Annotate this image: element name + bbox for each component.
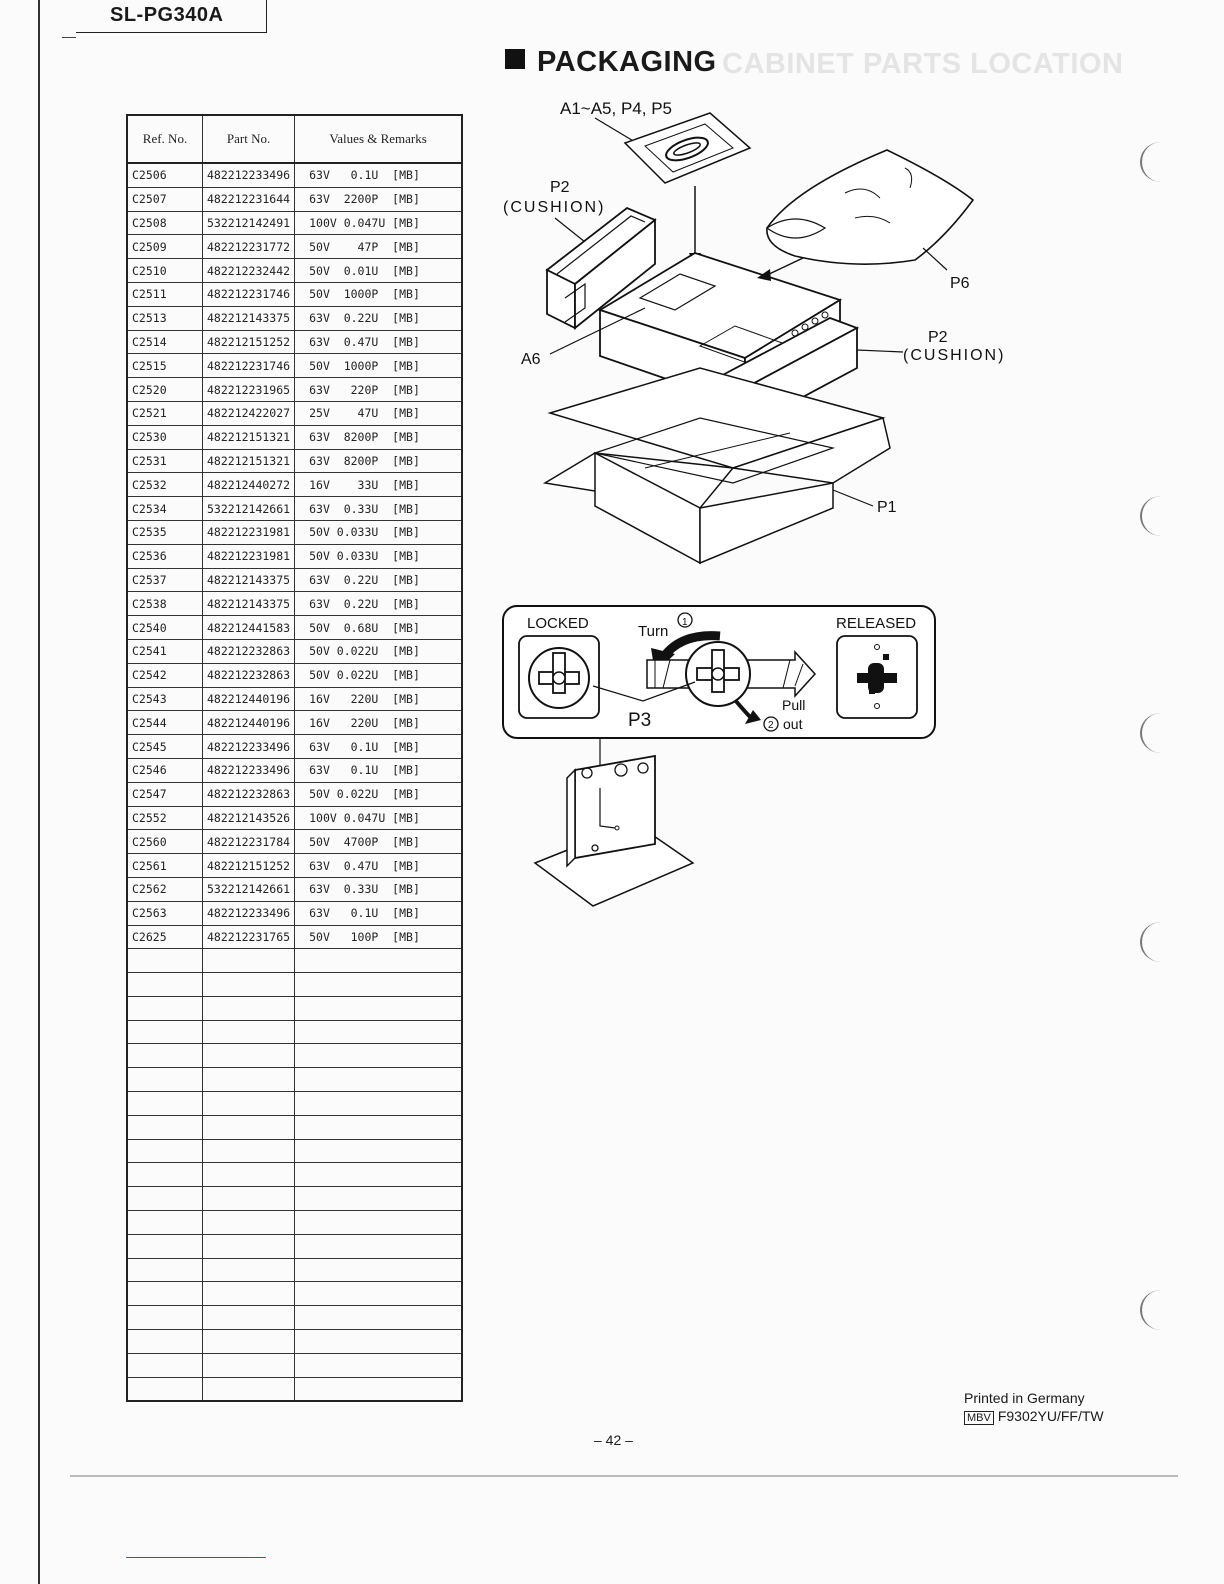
ref-no-cell: C2552 [127,806,203,830]
table-row [127,592,462,616]
empty-cell [295,1139,463,1163]
ref-no-cell: C2515 [127,354,203,378]
values-cell: 63V 0.33U [MB] [295,877,463,901]
carton-icon [545,368,890,563]
ref-no-cell: C2546 [127,758,203,782]
part-no-cell: 482212231644 [203,187,295,211]
empty-table-row [127,1306,462,1330]
ref-no-cell: C2510 [127,259,203,283]
table-row [127,711,462,735]
empty-cell [295,1330,463,1354]
empty-cell [127,949,203,973]
part-no-cell: 532212142491 [203,211,295,235]
part-no-cell: 482212233496 [203,758,295,782]
empty-cell [127,1353,203,1377]
empty-cell [203,1234,295,1258]
empty-cell [295,1377,463,1401]
binder-hole [1140,142,1182,182]
part-no-cell: 482212232863 [203,782,295,806]
label-step2: 2 [768,720,774,731]
empty-cell [295,949,463,973]
ref-no-cell: C2545 [127,735,203,759]
empty-cell [127,1187,203,1211]
part-no-cell: 482212143526 [203,806,295,830]
table-row [127,782,462,806]
empty-cell [203,1068,295,1092]
empty-cell [203,1330,295,1354]
values-cell: 63V 0.22U [MB] [295,592,463,616]
values-cell: 50V 4700P [MB] [295,830,463,854]
empty-table-row [127,1115,462,1139]
empty-cell [295,1187,463,1211]
empty-cell [203,1306,295,1330]
part-no-cell: 532212142661 [203,497,295,521]
board-detail-icon [535,756,693,906]
show-through-text: CABINET PARTS LOCATION [722,48,1124,80]
empty-table-row [127,1092,462,1116]
label-released: RELEASED [836,615,917,632]
printed-in: Printed in Germany [964,1390,1085,1406]
empty-table-row [127,1068,462,1092]
ref-no-cell: C2560 [127,830,203,854]
table-row [127,259,462,283]
empty-table-row [127,996,462,1020]
ref-no-cell: C2562 [127,877,203,901]
empty-cell [203,1211,295,1235]
parts-table [126,114,463,1402]
ref-no-cell: C2534 [127,497,203,521]
label-p6: P6 [950,275,970,292]
table-row [127,473,462,497]
label-turn: Turn [638,623,669,640]
empty-cell [295,973,463,997]
values-cell: 63V 2200P [MB] [295,187,463,211]
ref-no-cell: C2540 [127,616,203,640]
values-cell: 16V 220U [MB] [295,711,463,735]
label-p1: P1 [877,499,897,516]
col-part-no: Part No. [203,115,295,163]
empty-cell [203,1282,295,1306]
empty-table-row [127,1139,462,1163]
ref-no-cell: C2520 [127,378,203,402]
ref-no-cell: C2538 [127,592,203,616]
values-cell: 50V 0.033U [MB] [295,544,463,568]
values-cell: 63V 0.47U [MB] [295,330,463,354]
empty-table-row [127,1044,462,1068]
values-cell: 63V 0.1U [MB] [295,901,463,925]
values-cell: 63V 0.33U [MB] [295,497,463,521]
locked-screw-icon [519,636,599,718]
empty-cell [127,973,203,997]
ref-no-cell: C2513 [127,306,203,330]
part-no-cell: 482212233496 [203,901,295,925]
part-no-cell: 482212233496 [203,735,295,759]
empty-cell [127,1282,203,1306]
empty-table-row [127,1377,462,1401]
values-cell: 63V 0.22U [MB] [295,306,463,330]
empty-table-row [127,1258,462,1282]
table-row [127,687,462,711]
table-row [127,282,462,306]
values-cell: 16V 33U [MB] [295,473,463,497]
empty-table-row [127,1330,462,1354]
empty-cell [127,1139,203,1163]
part-no-cell: 482212151252 [203,330,295,354]
label-a6: A6 [521,351,541,368]
table-row [127,425,462,449]
table-row [127,497,462,521]
ref-no-cell: C2625 [127,925,203,949]
empty-cell [203,1092,295,1116]
ref-no-cell: C2514 [127,330,203,354]
ref-no-cell: C2541 [127,639,203,663]
values-cell: 50V 1000P [MB] [295,354,463,378]
empty-cell [127,1115,203,1139]
empty-cell [295,1353,463,1377]
empty-table-row [127,1353,462,1377]
empty-cell [295,1234,463,1258]
ref-no-cell: C2532 [127,473,203,497]
page-edge [38,0,40,1584]
empty-cell [127,1377,203,1401]
label-p2-top: P2 [550,179,570,196]
values-cell: 50V 1000P [MB] [295,282,463,306]
parts-table-body [127,163,462,1401]
empty-cell [203,1187,295,1211]
part-no-cell: 482212441583 [203,616,295,640]
page-bottom-rule [70,1475,1178,1477]
empty-cell [295,1020,463,1044]
part-no-cell: 482212231965 [203,378,295,402]
table-row [127,544,462,568]
part-no-cell: 482212143375 [203,306,295,330]
part-no-cell: 482212231772 [203,235,295,259]
table-row [127,449,462,473]
part-no-cell: 482212143375 [203,592,295,616]
values-cell: 63V 0.47U [MB] [295,854,463,878]
binder-hole [1140,713,1182,753]
empty-cell [203,1163,295,1187]
empty-table-row [127,1187,462,1211]
ref-no-cell: C2561 [127,854,203,878]
table-row [127,639,462,663]
values-cell: 100V 0.047U [MB] [295,211,463,235]
values-cell: 63V 0.22U [MB] [295,568,463,592]
label-pull: Pull [782,697,806,713]
empty-table-row [127,1282,462,1306]
label-cushion-top: (CUSHION) [503,199,606,216]
table-row [127,520,462,544]
part-no-cell: 482212440196 [203,711,295,735]
empty-cell [295,1306,463,1330]
empty-cell [203,1258,295,1282]
col-ref-no: Ref. No. [127,115,203,163]
empty-cell [203,973,295,997]
values-cell: 50V 0.01U [MB] [295,259,463,283]
ref-no-cell: C2508 [127,211,203,235]
values-cell: 50V 0.033U [MB] [295,520,463,544]
empty-cell [203,1020,295,1044]
part-no-cell: 482212440272 [203,473,295,497]
section-title-text: PACKAGING [537,46,717,78]
part-no-cell: 482212231981 [203,544,295,568]
values-cell: 63V 0.1U [MB] [295,163,463,187]
values-cell: 63V 0.1U [MB] [295,735,463,759]
label-accessories: A1~A5, P4, P5 [560,99,672,118]
col-values-remarks: Values & Remarks [295,115,463,163]
empty-cell [295,1282,463,1306]
table-row [127,330,462,354]
ref-no-cell: C2531 [127,449,203,473]
empty-cell [127,1306,203,1330]
ref-no-cell: C2535 [127,520,203,544]
values-cell: 50V 0.022U [MB] [295,663,463,687]
part-no-cell: 482212143375 [203,568,295,592]
empty-cell [295,1044,463,1068]
values-cell: 100V 0.047U [MB] [295,806,463,830]
model-label: SL-PG340A [110,4,224,26]
empty-cell [295,1258,463,1282]
table-row [127,735,462,759]
part-no-cell: 482212232863 [203,639,295,663]
document-code: F9302YU/FF/TW [997,1408,1104,1424]
bottom-underline [126,1557,266,1558]
ref-no-cell: C2563 [127,901,203,925]
part-no-cell: 482212231981 [203,520,295,544]
binder-hole [1140,496,1182,536]
table-row [127,758,462,782]
part-no-cell: 532212142661 [203,877,295,901]
ref-no-cell: C2506 [127,163,203,187]
values-cell: 63V 0.1U [MB] [295,758,463,782]
square-bullet-icon [505,49,525,69]
part-no-cell: 482212231784 [203,830,295,854]
ref-no-cell: C2509 [127,235,203,259]
values-cell: 25V 47U [MB] [295,401,463,425]
empty-cell [295,1092,463,1116]
values-cell: 50V 100P [MB] [295,925,463,949]
table-row [127,901,462,925]
binder-hole [1140,1290,1182,1330]
document-reference [964,1408,1104,1425]
empty-cell [295,996,463,1020]
values-cell: 50V 0.68U [MB] [295,616,463,640]
empty-cell [295,1068,463,1092]
label-step1: 1 [682,617,688,628]
part-no-cell: 482212233496 [203,163,295,187]
empty-table-row [127,1234,462,1258]
table-row [127,663,462,687]
empty-cell [203,996,295,1020]
table-row [127,187,462,211]
ref-no-cell: C2507 [127,187,203,211]
accessory-bag-icon [625,113,750,183]
mbv-badge: MBV [964,1411,994,1425]
table-row [127,163,462,187]
values-cell: 50V 47P [MB] [295,235,463,259]
ref-no-cell: C2521 [127,401,203,425]
ref-no-cell: C2544 [127,711,203,735]
table-row [127,306,462,330]
ref-no-cell: C2542 [127,663,203,687]
table-row [127,877,462,901]
empty-cell [127,1092,203,1116]
poly-bag-icon [767,150,973,264]
part-no-cell: 482212151321 [203,425,295,449]
table-row [127,354,462,378]
table-row [127,830,462,854]
released-screw-icon [837,636,917,718]
table-row [127,925,462,949]
values-cell: 16V 220U [MB] [295,687,463,711]
ref-no-cell: C2530 [127,425,203,449]
empty-cell [127,1258,203,1282]
header-rule [62,37,76,38]
table-row [127,568,462,592]
empty-table-row [127,973,462,997]
empty-cell [203,1115,295,1139]
empty-table-row [127,1020,462,1044]
ref-no-cell: C2547 [127,782,203,806]
table-header-row [127,115,462,163]
part-no-cell: 482212232863 [203,663,295,687]
part-no-cell: 482212422027 [203,401,295,425]
part-no-cell: 482212151252 [203,854,295,878]
label-p3: P3 [628,710,652,731]
part-no-cell: 482212231746 [203,282,295,306]
label-out: out [783,716,803,732]
empty-table-row [127,949,462,973]
empty-cell [203,1377,295,1401]
empty-cell [127,1068,203,1092]
empty-cell [295,1115,463,1139]
label-cushion-right: (CUSHION) [903,347,1006,364]
empty-cell [203,1353,295,1377]
ref-no-cell: C2537 [127,568,203,592]
empty-cell [127,1163,203,1187]
ref-no-cell: C2511 [127,282,203,306]
values-cell: 50V 0.022U [MB] [295,639,463,663]
empty-table-row [127,1163,462,1187]
part-no-cell: 482212440196 [203,687,295,711]
empty-cell [127,1020,203,1044]
values-cell: 63V 8200P [MB] [295,449,463,473]
empty-cell [127,1211,203,1235]
part-no-cell: 482212151321 [203,449,295,473]
empty-cell [127,996,203,1020]
packaging-diagram [495,88,1055,918]
table-row [127,806,462,830]
empty-cell [127,1330,203,1354]
empty-cell [203,949,295,973]
empty-cell [295,1211,463,1235]
empty-cell [127,1044,203,1068]
table-row [127,401,462,425]
section-title [505,46,717,79]
empty-table-row [127,1211,462,1235]
label-locked: LOCKED [527,615,589,632]
table-row [127,378,462,402]
ref-no-cell: C2536 [127,544,203,568]
values-cell: 50V 0.022U [MB] [295,782,463,806]
empty-cell [203,1044,295,1068]
page-number: – 42 – [594,1432,633,1448]
table-row [127,616,462,640]
table-row [127,235,462,259]
values-cell: 63V 8200P [MB] [295,425,463,449]
empty-cell [295,1163,463,1187]
ref-no-cell: C2543 [127,687,203,711]
part-no-cell: 482212231765 [203,925,295,949]
part-no-cell: 482212232442 [203,259,295,283]
values-cell: 63V 220P [MB] [295,378,463,402]
binder-hole [1140,922,1182,962]
table-row [127,854,462,878]
table-row [127,211,462,235]
part-no-cell: 482212231746 [203,354,295,378]
empty-cell [203,1139,295,1163]
label-p2-right: P2 [928,329,948,346]
empty-cell [127,1234,203,1258]
